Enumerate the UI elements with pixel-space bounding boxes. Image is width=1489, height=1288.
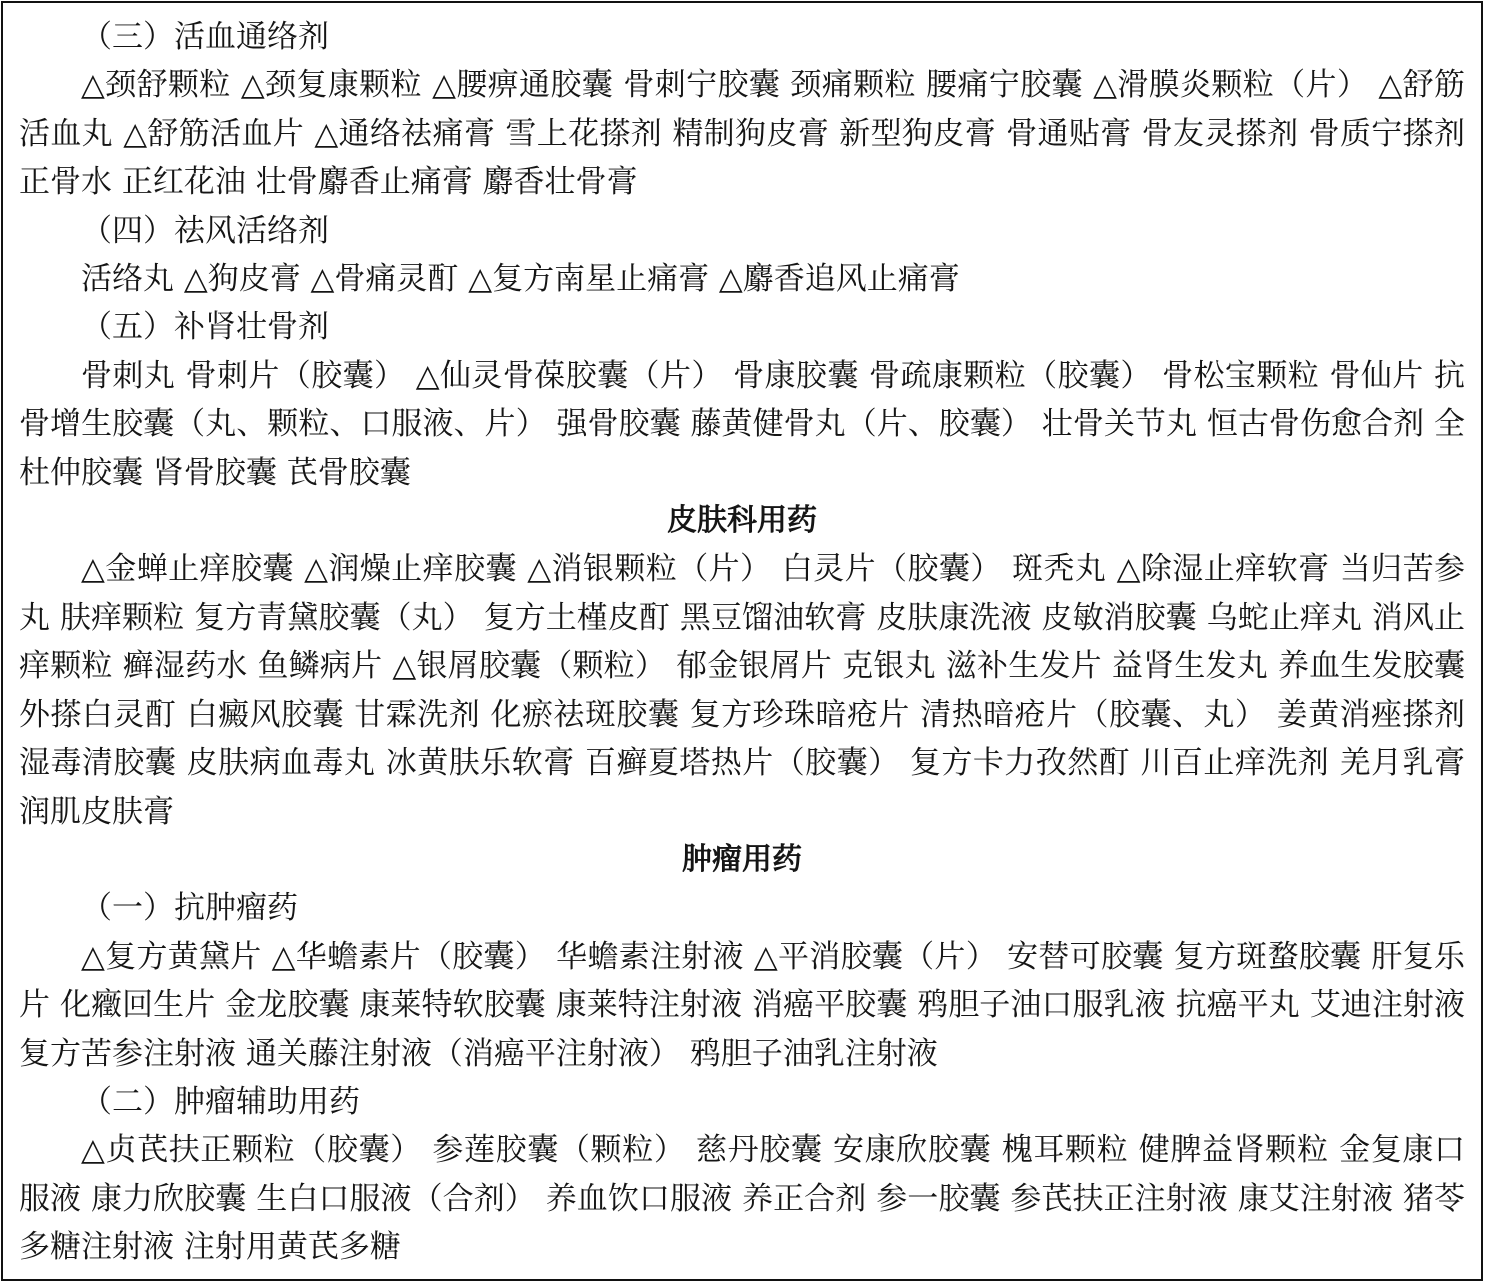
paragraph-antitumor: △复方黄黛片 △华蟾素片（胶囊） 华蟾素注射液 △平消胶囊（片） 安替可胶囊 复方斑蝥胶囊 肝复乐片 化癥回生片 金龙胶囊 康莱特软胶囊 康莱特注射液 消癌平胶囊 鸦胆子油口服乳液 抗癌平丸 艾迪注射液 复方苦参注射液 通关藤注射液（消癌平注射液） 鸦胆子油乳注射液 [19,938,1465,1072]
document-page [1,1,1483,1281]
paragraph-dispelling-wind: 活络丸 △狗皮膏 △骨痛灵酊 △复方南星止痛膏 △麝香追风止痛膏 [81,261,960,298]
paragraph-activating-blood: △颈舒颗粒 △颈复康颗粒 △腰痹通胶囊 骨刺宁胶囊 颈痛颗粒 腰痛宁胶囊 △滑膜炎颗粒（片） △舒筋活血丸 △舒筋活血片 △通络祛痛膏 雪上花搽剂 精制狗皮膏 新型狗皮膏 骨通贴膏 骨友灵搽剂 骨质宁搽剂 正骨水 正红花油 壮骨麝香止痛膏 麝香壮骨膏 [19,67,1465,201]
paragraph-dermatology: △金蝉止痒胶囊 △润燥止痒胶囊 △消银颗粒（片） 白灵片（胶囊） 斑秃丸 △除湿止痒软膏 当归苦参丸 肤痒颗粒 复方青黛胶囊（丸） 复方土槿皮酊 黑豆馏油软膏 皮肤康洗液 皮敏消胶囊 乌蛇止痒丸 消风止痒颗粒 癣湿药水 鱼鳞病片 △银屑胶囊（颗粒） 郁金银屑片 克银丸 滋补生发片 益肾生发丸 养血生发胶囊 外搽白灵酊 白癜风胶囊 甘霖洗剂 化瘀祛斑胶囊 复方珍珠暗疮片 清热暗疮片（胶囊、丸） 姜黄消痤搽剂 湿毒清胶囊 皮肤病血毒丸 冰黄肤乐软膏 百癣夏塔热片（胶囊） 复方卡力孜然酊 川百止痒洗剂 羌月乳膏 润肌皮肤膏 [19,551,1465,830]
subheading-tumor-adjuvant: （二）肿瘤辅助用药 [81,1083,360,1120]
heading-oncology: 肿瘤用药 [682,841,802,877]
subheading-activating-blood: （三）活血通络剂 [81,19,329,55]
paragraph-tumor-adjuvant: △贞芪扶正颗粒（胶囊） 参莲胶囊（颗粒） 慈丹胶囊 安康欣胶囊 槐耳颗粒 健脾益肾颗粒 金复康口服液 康力欣胶囊 生白口服液（合剂） 养血饮口服液 养正合剂 参一胶囊 参芪扶正注射液 康艾注射液 猪苓多糖注射液 注射用黄芪多糖 [19,1132,1465,1266]
paragraph-tonifying-kidney: 骨刺丸 骨刺片（胶囊） △仙灵骨葆胶囊（片） 骨康胶囊 骨疏康颗粒（胶囊） 骨松宝颗粒 骨仙片 抗骨增生胶囊（丸、颗粒、口服液、片） 强骨胶囊 藤黄健骨丸（片、胶囊） 壮骨关节丸 恒古骨伤愈合剂 全杜仲胶囊 肾骨胶囊 芪骨胶囊 [19,357,1465,491]
subheading-tonifying-kidney: （五）补肾壮骨剂 [81,309,329,346]
subheading-dispelling-wind: （四）祛风活络剂 [81,212,329,249]
heading-dermatology: 皮肤科用药 [667,503,817,539]
subheading-antitumor: （一）抗肿瘤药 [81,890,298,927]
